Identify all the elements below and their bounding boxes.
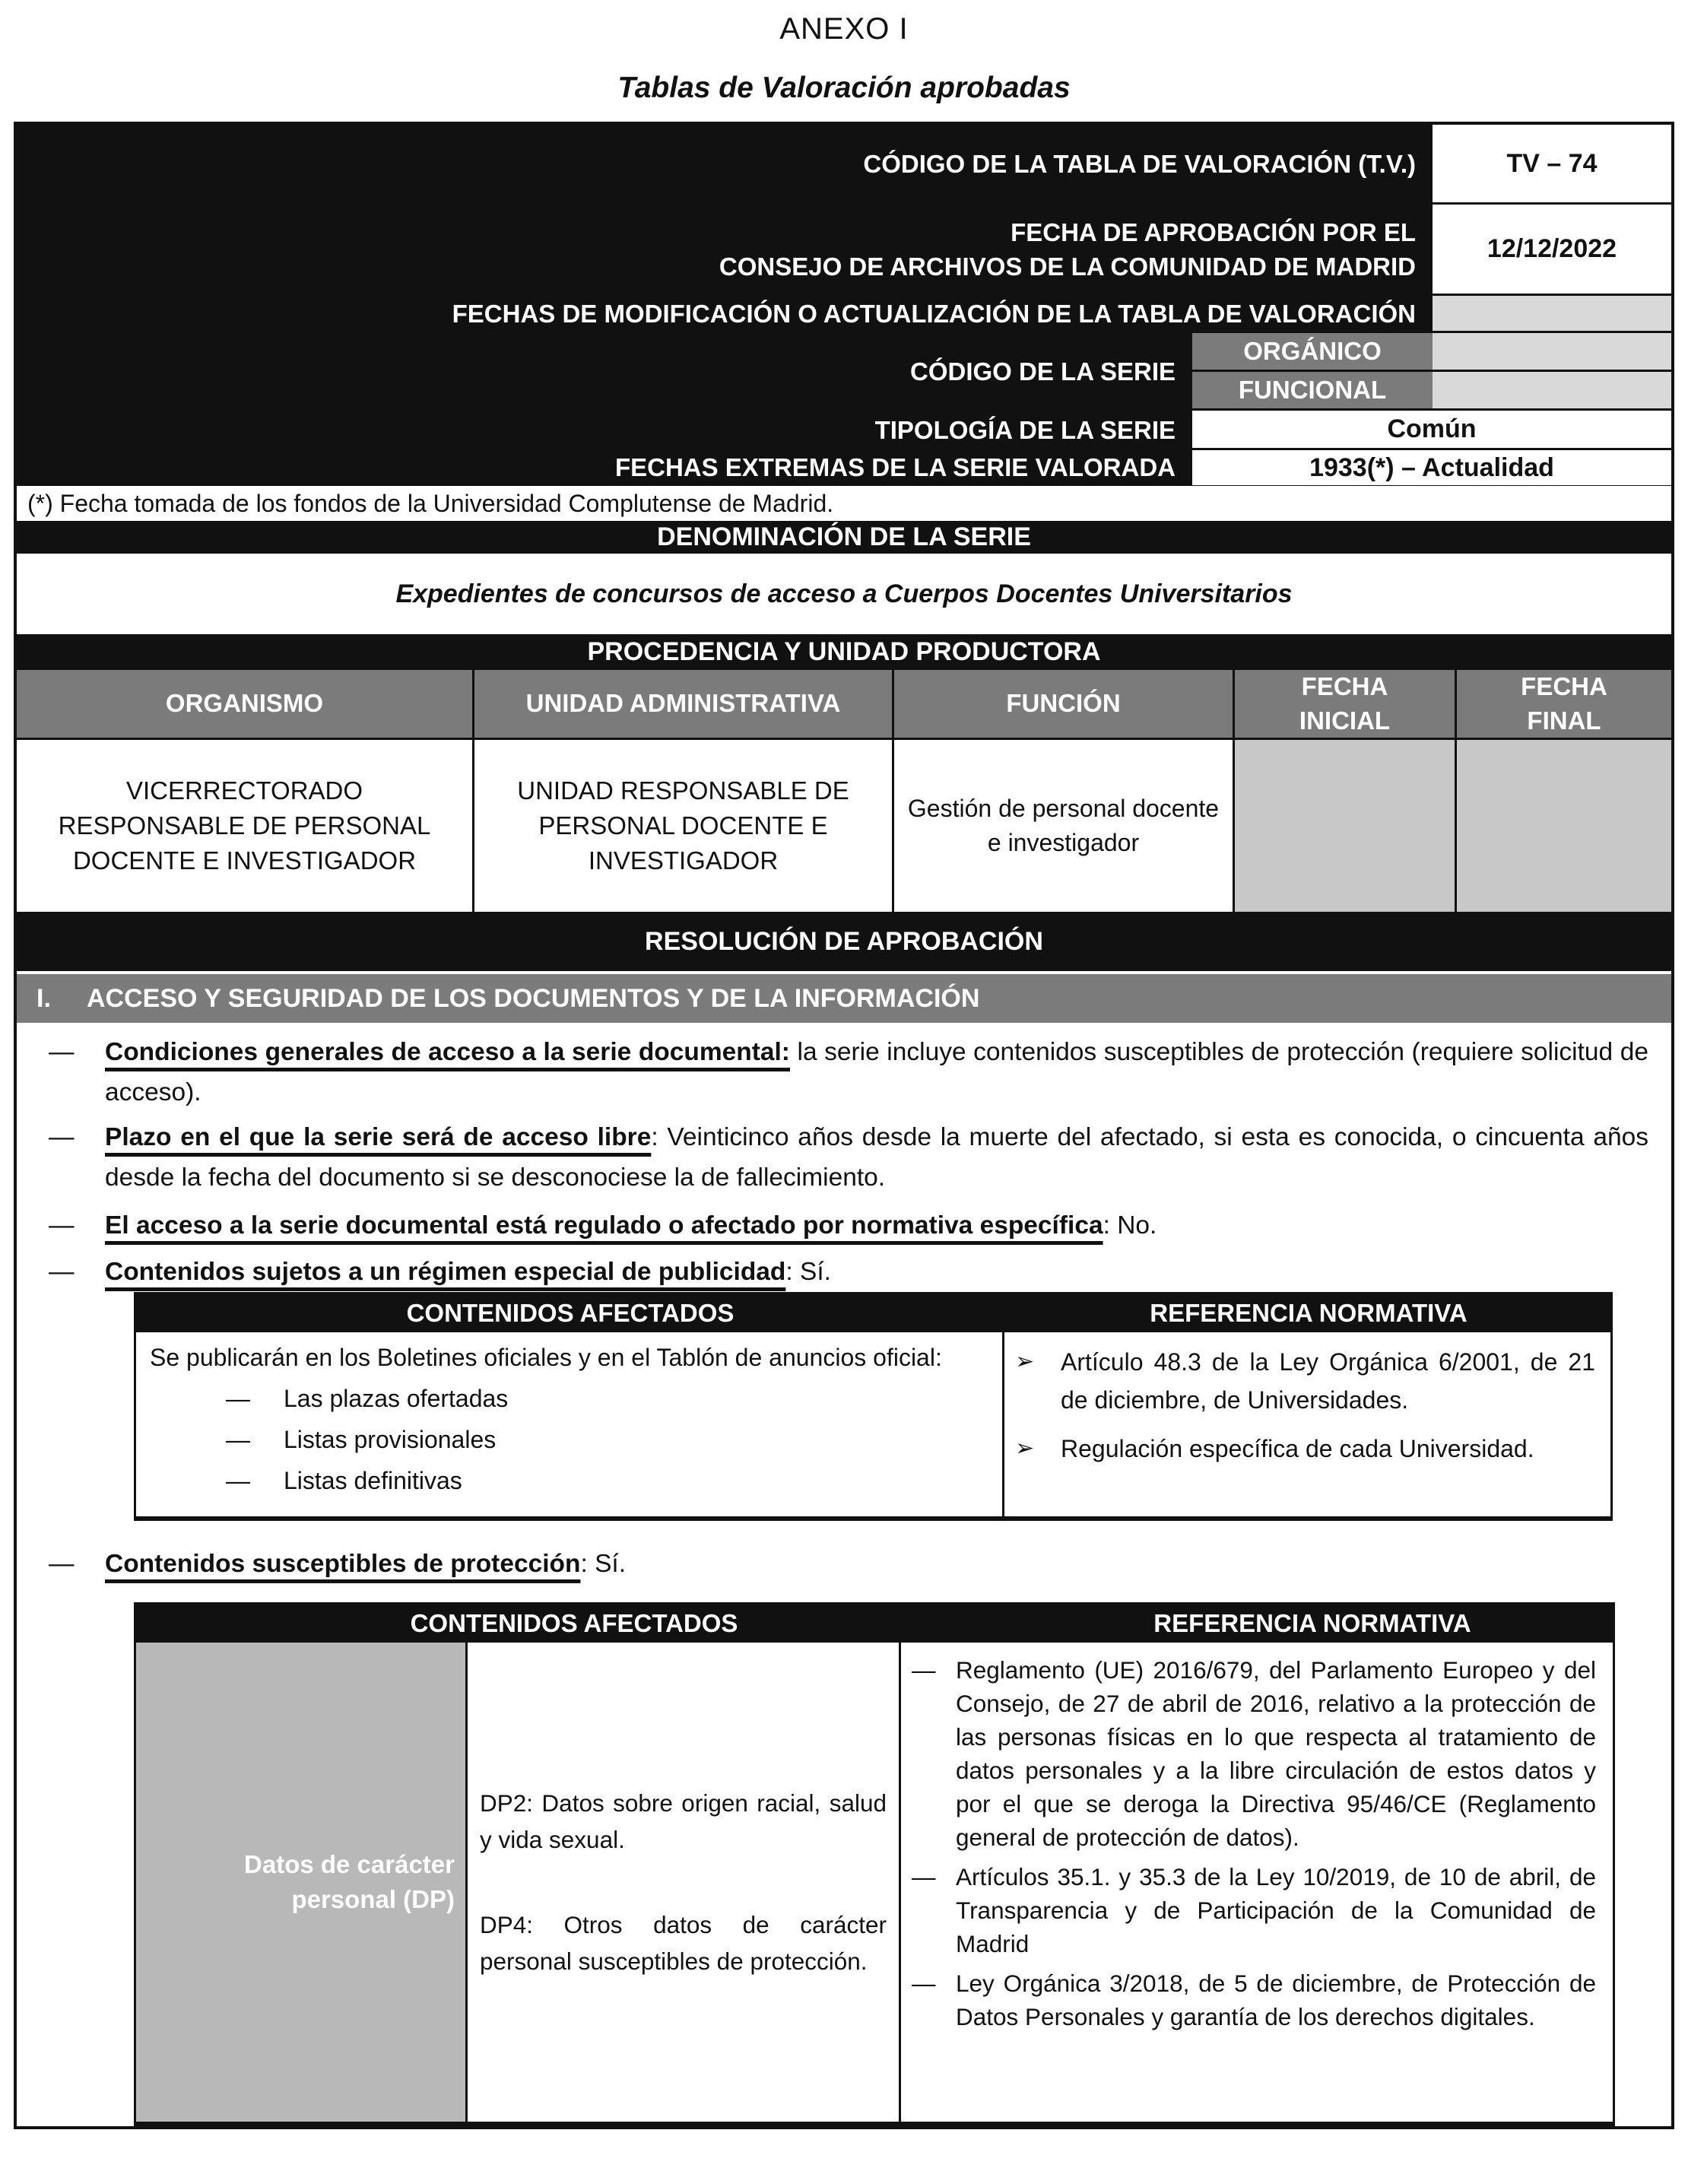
section1-title: ACCESO Y SEGURIDAD DE LOS DOCUMENTOS Y DE LA INFORMACIÓN: [87, 983, 980, 1013]
bullet-publicidad: [49, 1252, 1648, 1292]
arrow-marker: ➢: [1015, 1349, 1035, 1374]
codigo-tv-label: CÓDIGO DE LA TABLA DE VALORACIÓN (T.V.): [863, 150, 1416, 179]
footnote: (*) Fecha tomada de los fondos de la Universidad Complutense de Madrid.: [17, 485, 1671, 521]
valuation-table: [14, 122, 1674, 2129]
dash-marker: —: [49, 1123, 75, 1151]
dash-marker: —: [49, 1038, 75, 1066]
dash-marker: —: [49, 1211, 75, 1240]
organico-row: [1192, 333, 1671, 372]
publicidad-table-header: [136, 1294, 1610, 1332]
funcional-label: FUNCIONAL: [1192, 372, 1433, 411]
proteccion-table-header: [136, 1605, 1613, 1643]
fecha-aprobacion-value: 12/12/2022: [1433, 205, 1671, 296]
dash-marker: —: [226, 1385, 250, 1412]
reference-item: — Artículos 35.1. y 35.3 de la Ley 10/2019, de 10 de abril, de Transparencia y de Participación de la Comunidad de Madrid: [912, 1860, 1596, 1960]
bullet-lead: El acceso a la serie documental está regulado o afectado por normativa específica: [105, 1211, 1103, 1240]
bullet-lead: Contenidos sujetos a un régimen especial de publicidad: [105, 1258, 786, 1286]
tipologia-label: TIPOLOGÍA DE LA SERIE: [874, 415, 1176, 444]
dash-marker: —: [49, 1258, 75, 1286]
section1-content: [17, 1023, 1671, 2126]
bullet-proteccion: [49, 1544, 1648, 1584]
denominacion-header: DENOMINACIÓN DE LA SERIE: [17, 521, 1671, 554]
row-fechas-modificacion: [17, 296, 1671, 333]
bullet-rest: : Veinticinco años desde la muerte del afectado, si esta es conocida, o cincuenta años desde la fecha del documento si se desconociese la de fallecimiento.: [105, 1123, 1649, 1192]
organismo-cell: VICERRECTORADO RESPONSABLE DE PERSONAL DOCENTE E INVESTIGADOR: [17, 740, 474, 912]
header-referencia-normativa: REFERENCIA NORMATIVA: [1153, 1609, 1471, 1637]
row-fechas-extremas: [17, 450, 1671, 485]
dash-marker: —: [49, 1550, 75, 1578]
unidad-cell: UNIDAD RESPONSABLE DE PERSONAL DOCENTE E INVESTIGADOR: [474, 740, 894, 912]
bullet-acceso-regulado: [49, 1205, 1648, 1246]
fechas-modificacion-value: [1433, 296, 1671, 333]
doc-subtitle: Tablas de Valoración aprobadas: [617, 71, 1071, 104]
row-tipologia: [17, 411, 1671, 450]
bullet-lead: Plazo en el que la serie será de acceso libre: [105, 1123, 652, 1151]
dash-marker: —: [912, 1656, 936, 1684]
col-funcion: FUNCIÓN: [894, 670, 1235, 740]
col-organismo: ORGANISMO: [17, 670, 474, 740]
resolucion-header: RESOLUCIÓN DE APROBACIÓN: [17, 912, 1671, 974]
proteccion-table: [134, 1602, 1615, 2126]
reference-item: ➢ Regulación específica de cada Universidad.: [1015, 1430, 1595, 1468]
funcional-row: [1192, 372, 1671, 411]
annex-title: ANEXO I: [779, 12, 909, 46]
publicidad-table-body: [136, 1332, 1610, 1516]
codigo-tv-value: TV – 74: [1433, 125, 1671, 205]
tipologia-value: Común: [1192, 411, 1671, 450]
reference-item: — Reglamento (UE) 2016/679, del Parlamento Europeo y del Consejo, de 27 de abril de 2016, relativo a la protección de las personas físicas en lo que respecta al tratamiento de datos personales y a la libre circulación de estos datos y por el que se deroga la Directiva 95/46/CE (Reglamento general de protección de datos).: [912, 1653, 1596, 1854]
dash-marker: —: [912, 1970, 936, 1997]
bullet-condiciones: [49, 1032, 1648, 1113]
fechas-modificacion-label: FECHAS DE MODIFICACIÓN O ACTUALIZACIÓN DE LA TABLA DE VALORACIÓN: [452, 300, 1416, 329]
codigo-serie-label: CÓDIGO DE LA SERIE: [910, 357, 1176, 386]
dash-marker: —: [912, 1863, 936, 1890]
list-item: — Listas definitivas: [226, 1462, 987, 1500]
section1-heading: [17, 974, 1671, 1023]
fecha-aprobacion-label: FECHA DE APROBACIÓN POR EL CONSEJO DE ARCHIVOS DE LA COMUNIDAD DE MADRID: [719, 218, 1416, 281]
bullet-plazo: [49, 1117, 1648, 1198]
organico-value: [1433, 333, 1671, 372]
dp2-text: DP2: Datos sobre origen racial, salud y vida sexual.: [480, 1789, 887, 1853]
organico-label: ORGÁNICO: [1192, 333, 1433, 372]
col-unidad-administrativa: UNIDAD ADMINISTRATIVA: [474, 670, 894, 740]
dash-marker: —: [226, 1426, 250, 1453]
dp-descriptions-cell: [468, 1643, 901, 2122]
referencia-normativa-cell: [901, 1643, 1613, 2122]
reference-item: ➢ Artículo 48.3 de la Ley Orgánica 6/2001, de 21 de diciembre, de Universidades.: [1015, 1343, 1595, 1419]
categoria-datos-personales: Datos de carácter personal (DP): [136, 1643, 468, 2122]
row-codigo-tv: [17, 125, 1671, 205]
col-fecha-inicial: FECHA INICIAL: [1235, 670, 1457, 740]
bullet-rest: : Sí.: [785, 1258, 831, 1286]
procedencia-column-headers: [17, 670, 1671, 740]
list-item: — Las plazas ofertadas: [226, 1379, 987, 1417]
fecha-final-cell: [1457, 740, 1671, 912]
procedencia-header: PROCEDENCIA Y UNIDAD PRODUCTORA: [17, 634, 1671, 670]
bullet-lead: Contenidos susceptibles de protección: [105, 1550, 581, 1578]
procedencia-data-row: [17, 740, 1671, 912]
row-fecha-aprobacion: [17, 205, 1671, 296]
section1-number: I.: [36, 983, 51, 1013]
header-contenidos-afectados: CONTENIDOS AFECTADOS: [410, 1609, 738, 1637]
funcional-value: [1433, 372, 1671, 411]
publicidad-intro: Se publicarán en los Boletines oficiales y en el Tablón de anuncios oficial:: [150, 1344, 942, 1371]
dash-marker: —: [226, 1467, 250, 1494]
denominacion-value: Expedientes de concursos de acceso a Cuerpos Docentes Universitarios: [17, 554, 1671, 634]
fechas-extremas-label: FECHAS EXTREMAS DE LA SERIE VALORADA: [614, 452, 1176, 481]
bullet-rest: : No.: [1103, 1211, 1157, 1240]
funcion-cell: Gestión de personal docente e investigador: [894, 740, 1235, 912]
col-fecha-final: FECHA FINAL: [1457, 670, 1671, 740]
bullet-rest: la serie incluye contenidos susceptibles de protección (requiere solicitud de acceso).: [105, 1038, 1648, 1106]
dp4-text: DP4: Otros datos de carácter personal susceptibles de protección.: [480, 1911, 887, 1975]
fechas-extremas-value: 1933(*) – Actualidad: [1192, 450, 1671, 485]
reference-item: — Ley Orgánica 3/2018, de 5 de diciembre, de Protección de Datos Personales y garantía de los derechos digitales.: [912, 1967, 1596, 2033]
proteccion-table-body: [136, 1643, 1613, 2122]
header-referencia-normativa: REFERENCIA NORMATIVA: [1150, 1299, 1467, 1327]
row-codigo-serie: [17, 333, 1671, 411]
bullet-lead: Condiciones generales de acceso a la serie documental:: [105, 1038, 790, 1066]
header-contenidos-afectados: CONTENIDOS AFECTADOS: [406, 1299, 735, 1327]
list-item: — Listas provisionales: [226, 1421, 987, 1459]
publicidad-table: [134, 1292, 1613, 1521]
referencia-normativa-cell: [1004, 1332, 1610, 1516]
contenidos-afectados-cell: [136, 1332, 1004, 1516]
codigo-serie-subrows: [1192, 333, 1671, 411]
fecha-inicial-cell: [1235, 740, 1457, 912]
bullet-rest: : Sí.: [580, 1550, 627, 1578]
arrow-marker: ➢: [1015, 1436, 1035, 1461]
